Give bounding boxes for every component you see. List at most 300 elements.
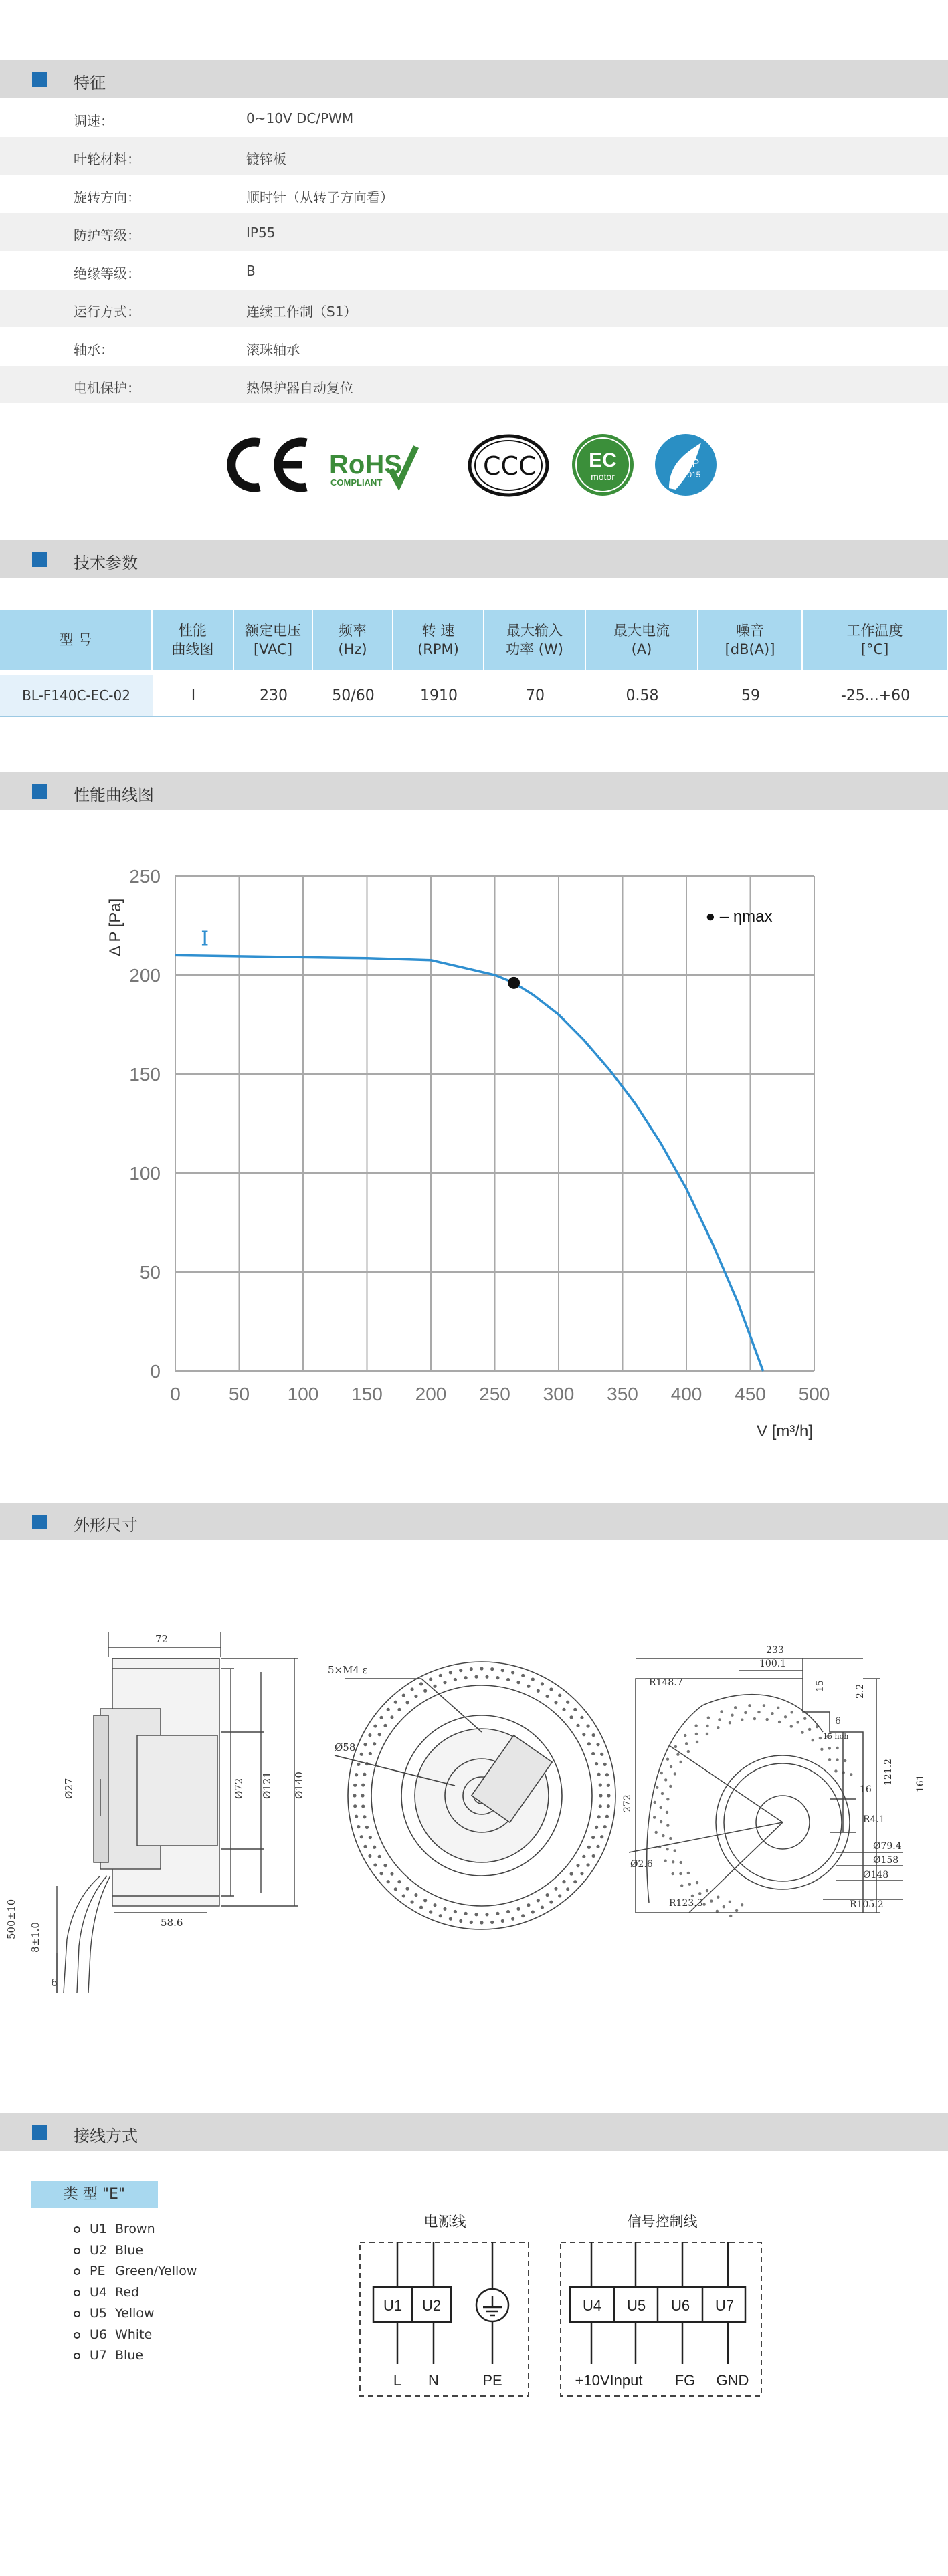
section-header-wiring xyxy=(0,2113,948,2151)
wire-list-item xyxy=(74,2285,197,2306)
perforation-dot xyxy=(379,1872,383,1875)
perforation-dot xyxy=(748,1704,751,1707)
svg-text:100.1: 100.1 xyxy=(759,1658,787,1669)
perforation-dot xyxy=(674,1745,677,1748)
svg-text:U5: U5 xyxy=(626,2297,646,2314)
wire-list-item xyxy=(74,2264,197,2285)
section-title: 外形尺寸 xyxy=(74,1516,138,1535)
perforation-dot xyxy=(735,1909,738,1912)
specs-header-cell xyxy=(234,610,313,670)
svg-text:15: 15 xyxy=(815,1680,826,1692)
svg-text:121.2: 121.2 xyxy=(883,1758,894,1786)
perforation-dot xyxy=(545,1893,549,1897)
perforation-dot xyxy=(353,1804,357,1808)
perforation-dot xyxy=(549,1900,553,1903)
perforation-dot xyxy=(419,1682,423,1685)
perforation-dot xyxy=(355,1773,358,1776)
perforation-dot xyxy=(537,1899,540,1902)
perforation-dot xyxy=(360,1753,363,1756)
wire-code: U6 xyxy=(90,2327,107,2342)
specs-value-cell: -25...+60 xyxy=(840,687,911,704)
chart-x-tick-label: 200 xyxy=(415,1384,447,1404)
perforation-dot xyxy=(459,1669,462,1672)
chart-x-tick-label: 350 xyxy=(607,1384,638,1404)
perforation-dot xyxy=(771,1712,773,1715)
perforation-dot xyxy=(820,1748,823,1751)
perforation-dot xyxy=(753,1717,756,1720)
perforation-dot xyxy=(702,1903,705,1906)
chart-x-tick-label: 300 xyxy=(543,1384,575,1404)
chart-y-tick-label: 200 xyxy=(129,965,161,986)
feature-value: 滚珠轴承 xyxy=(246,342,300,358)
perforation-dot xyxy=(423,1689,427,1693)
perforation-dot xyxy=(729,1915,732,1917)
specs-header-text: 最大输入 xyxy=(506,623,563,639)
perforation-dot xyxy=(684,1734,686,1737)
specs-header-cell xyxy=(393,610,484,670)
perforation-dot xyxy=(527,1685,530,1688)
perforation-dot xyxy=(537,1689,540,1693)
svg-text:Ø27: Ø27 xyxy=(63,1778,75,1799)
chart-series-line xyxy=(175,955,763,1371)
perforation-dot xyxy=(597,1815,601,1818)
perforation-dot xyxy=(741,1719,743,1721)
perforation-dot xyxy=(390,1715,393,1719)
perforation-dot xyxy=(394,1887,397,1891)
perforation-dot xyxy=(363,1773,366,1776)
perforation-dot xyxy=(596,1845,599,1848)
perforation-dot xyxy=(664,1859,666,1862)
perforation-dot xyxy=(373,1724,377,1727)
perforation-dot xyxy=(784,1715,787,1718)
section-square-icon xyxy=(32,1515,47,1529)
specs-header-text: (A) xyxy=(631,641,652,657)
perforation-dot xyxy=(443,1907,446,1911)
perforation-dot xyxy=(405,1701,409,1704)
perforation-dot xyxy=(496,1676,499,1679)
wire-color-list xyxy=(74,2222,197,2369)
svg-text:Ø2.6: Ø2.6 xyxy=(630,1859,653,1870)
perforation-dot xyxy=(691,1895,694,1897)
perforation-dot xyxy=(402,1894,405,1897)
perforation-dot xyxy=(470,1667,473,1671)
perforation-dot xyxy=(527,1903,530,1907)
perforation-dot xyxy=(470,1921,473,1924)
perforation-dot xyxy=(587,1742,591,1745)
perforation-dot xyxy=(669,1837,672,1840)
chart-y-axis-label: Δ P [Pa] xyxy=(106,898,124,956)
wire-code: U4 xyxy=(90,2284,107,2300)
perforation-dot xyxy=(516,1907,520,1911)
chart-x-axis-label: V [m³/h] xyxy=(757,1422,814,1440)
wiring-type-label: 类 型 "E" xyxy=(31,2181,158,2208)
perforation-dot xyxy=(363,1815,366,1818)
chart-x-tick-label: 400 xyxy=(670,1384,702,1404)
perforation-dot xyxy=(765,1718,768,1721)
feature-value: 热保护器自动复位 xyxy=(246,380,353,396)
perforation-dot xyxy=(674,1772,676,1775)
perforation-dot xyxy=(653,1816,656,1818)
perforation-dot xyxy=(710,1899,713,1902)
perforation-dot xyxy=(729,1721,731,1724)
perforation-dot xyxy=(531,1910,535,1913)
perforation-dot xyxy=(490,1667,494,1671)
chart-y-tick-label: 100 xyxy=(129,1163,161,1184)
svg-text:Ø79.4: Ø79.4 xyxy=(873,1841,902,1852)
svg-text:U2: U2 xyxy=(421,2297,442,2314)
feature-row xyxy=(0,251,948,289)
feature-row xyxy=(0,213,948,251)
bullet-icon xyxy=(74,2332,80,2339)
perforation-dot xyxy=(355,1815,358,1818)
perforation-dot xyxy=(836,1747,838,1749)
perforation-dot xyxy=(511,1917,514,1921)
svg-text:Ø121: Ø121 xyxy=(261,1772,273,1799)
perforation-dot xyxy=(671,1872,674,1875)
specs-header-text: (Hz) xyxy=(338,641,367,657)
specs-header-cell xyxy=(586,610,698,670)
svg-text:U6: U6 xyxy=(670,2297,690,2314)
specs-header-text: 工作温度 xyxy=(846,623,903,639)
perforation-dot xyxy=(361,1783,365,1786)
perforation-dot xyxy=(566,1887,569,1891)
perforation-dot xyxy=(595,1826,598,1829)
specs-value-cell: Ⅰ xyxy=(191,687,196,704)
perforation-dot xyxy=(718,1718,721,1721)
perforation-dot xyxy=(591,1836,595,1839)
chart-curve-label: Ⅰ xyxy=(201,927,209,951)
bullet-icon xyxy=(74,2311,80,2317)
perforation-dot xyxy=(694,1724,697,1727)
chart-y-tick-label: 150 xyxy=(129,1064,161,1085)
perforation-dot xyxy=(353,1784,357,1787)
perforation-dot xyxy=(717,1726,719,1729)
perforation-dot xyxy=(706,1733,708,1735)
perforation-dot xyxy=(363,1845,367,1848)
perforation-dot xyxy=(734,1706,737,1709)
specs-header-text: 曲线图 xyxy=(171,641,214,657)
section-title: 特征 xyxy=(74,74,106,92)
ec-motor-logo-icon xyxy=(566,428,640,502)
specs-value-cell: 0.58 xyxy=(626,687,659,704)
feature-value: B xyxy=(246,263,256,279)
perforation-dot xyxy=(597,1773,601,1776)
perforation-dot xyxy=(582,1733,585,1736)
perforation-dot xyxy=(569,1715,573,1719)
feature-key: 轴承： xyxy=(74,342,114,358)
svg-text:电源线: 电源线 xyxy=(423,2214,466,2230)
perforation-dot xyxy=(464,1912,468,1915)
perforation-dot xyxy=(573,1708,577,1711)
perforation-dot xyxy=(558,1693,561,1697)
perforation-dot xyxy=(449,1917,452,1921)
specs-header-cell xyxy=(698,610,803,670)
perforation-dot xyxy=(357,1825,360,1828)
perforation-dot xyxy=(387,1708,390,1711)
specs-header-cell xyxy=(313,610,393,670)
perforation-dot xyxy=(707,1716,710,1719)
chart-y-tick-label: 250 xyxy=(129,866,161,887)
perforation-dot xyxy=(368,1854,371,1858)
wire-list-item xyxy=(74,2306,197,2327)
perforation-dot xyxy=(449,1671,452,1674)
svg-text:272: 272 xyxy=(622,1794,633,1812)
svg-text:L: L xyxy=(393,2372,402,2389)
perforation-dot xyxy=(586,1863,589,1866)
perforation-dot xyxy=(474,1913,478,1916)
perforation-dot xyxy=(587,1846,591,1849)
perforation-dot xyxy=(605,1815,609,1818)
perforation-dot xyxy=(706,1725,708,1727)
perforation-dot xyxy=(394,1701,397,1704)
chart-legend: ● – ηmax xyxy=(705,907,773,926)
certification-logos xyxy=(227,428,723,502)
perforation-dot xyxy=(706,1889,708,1892)
specs-header-text: [VAC] xyxy=(253,641,293,657)
feature-value: 连续工作制（S1） xyxy=(246,304,357,320)
perforation-dot xyxy=(654,1831,657,1834)
specs-header-text: 转 速 xyxy=(421,623,455,639)
perforation-dot xyxy=(836,1758,838,1761)
feature-row xyxy=(0,99,948,136)
perforation-dot xyxy=(670,1765,672,1768)
perforation-dot xyxy=(433,1903,436,1907)
section-square-icon xyxy=(32,2125,47,2140)
perforation-dot xyxy=(562,1708,565,1711)
chart-x-tick-label: 250 xyxy=(479,1384,510,1404)
perforation-dot xyxy=(506,1678,510,1681)
perforation-dot xyxy=(660,1772,662,1774)
svg-text:16: 16 xyxy=(860,1784,872,1795)
perforation-dot xyxy=(373,1863,377,1866)
svg-text:U7: U7 xyxy=(715,2297,735,2314)
perforation-dot xyxy=(596,1743,599,1746)
perforation-dot xyxy=(696,1881,698,1884)
perforation-dot xyxy=(464,1676,468,1679)
perforation-dot xyxy=(812,1739,814,1741)
chart-x-tick-label: 450 xyxy=(735,1384,766,1404)
bullet-icon xyxy=(74,2290,80,2296)
perforation-dot xyxy=(796,1721,799,1723)
bullet-icon xyxy=(74,2268,80,2275)
wire-color: Red xyxy=(115,2284,140,2300)
perforation-dot xyxy=(828,1747,831,1749)
feature-key: 运行方式： xyxy=(74,304,140,320)
perforation-dot xyxy=(378,1855,381,1858)
wire-list-item xyxy=(74,2327,197,2349)
perforation-dot xyxy=(662,1834,664,1837)
perforation-dot xyxy=(599,1794,602,1797)
perforation-dot xyxy=(433,1685,436,1688)
perforation-dot xyxy=(368,1733,371,1737)
perforation-dot xyxy=(511,1671,514,1674)
svg-text:CCC: CCC xyxy=(483,451,537,481)
feature-key: 调速： xyxy=(74,113,114,129)
perforation-dot xyxy=(569,1872,573,1876)
feature-value: 镀锌板 xyxy=(246,151,286,167)
perforation-dot xyxy=(410,1687,413,1691)
perforation-dot xyxy=(566,1701,569,1704)
perforation-dot xyxy=(801,1731,803,1733)
perforation-dot xyxy=(603,1825,607,1828)
perforation-dot xyxy=(600,1835,603,1838)
perforation-dot xyxy=(607,1784,610,1787)
svg-text:5×M4 ε: 5×M4 ε xyxy=(328,1664,368,1676)
perforation-dot xyxy=(554,1887,557,1891)
section-square-icon xyxy=(32,552,47,567)
perforation-dot xyxy=(373,1846,376,1849)
perforation-dot xyxy=(672,1860,674,1863)
perforation-dot xyxy=(685,1742,688,1745)
chart-x-tick-label: 500 xyxy=(798,1384,830,1404)
svg-text:72: 72 xyxy=(155,1633,169,1645)
svg-text:6: 6 xyxy=(51,1977,58,1989)
wire-color: White xyxy=(115,2327,153,2342)
perforation-dot xyxy=(454,1910,457,1913)
perforation-dot xyxy=(439,1914,442,1917)
perforation-dot xyxy=(695,1733,698,1735)
svg-text:R123.3: R123.3 xyxy=(669,1898,703,1909)
perforation-dot xyxy=(680,1861,682,1864)
feature-key: 旋转方向： xyxy=(74,189,140,205)
perforation-dot xyxy=(653,1801,656,1804)
feature-value: 顺时针（从转子方向看） xyxy=(246,189,393,205)
svg-text:R105.2: R105.2 xyxy=(850,1899,884,1910)
perforation-dot xyxy=(687,1872,690,1874)
perforation-dot xyxy=(580,1716,583,1719)
perforation-dot xyxy=(390,1872,393,1876)
feature-key: 叶轮材料： xyxy=(74,151,140,167)
section-title: 接线方式 xyxy=(74,2127,138,2145)
perforation-dot xyxy=(485,1675,488,1679)
perforation-dot xyxy=(365,1826,369,1829)
chart-eta-max-point xyxy=(508,977,520,989)
perforation-dot xyxy=(790,1725,793,1727)
front-view-drawing xyxy=(321,1632,629,1946)
perforation-dot xyxy=(778,1721,781,1723)
perforation-dot xyxy=(828,1758,831,1761)
svg-text:161: 161 xyxy=(915,1774,926,1792)
wire-color: Yellow xyxy=(115,2306,155,2321)
perforation-dot xyxy=(397,1708,401,1711)
svg-text:500±10: 500±10 xyxy=(5,1899,17,1939)
svg-text:58.6: 58.6 xyxy=(161,1917,183,1929)
chart-x-tick-label: 150 xyxy=(351,1384,383,1404)
perforation-dot xyxy=(661,1792,664,1795)
perforation-dot xyxy=(844,1759,846,1762)
perforation-dot xyxy=(607,1804,610,1808)
svg-text:R148.7: R148.7 xyxy=(649,1677,683,1688)
wire-code: U5 xyxy=(90,2306,107,2321)
specs-header-text: [dB(A)] xyxy=(725,641,775,657)
perforation-dot xyxy=(414,1695,417,1698)
svg-text:U1: U1 xyxy=(383,2297,403,2314)
perforation-dot xyxy=(531,1677,535,1681)
svg-text:Ø140: Ø140 xyxy=(293,1772,305,1799)
svg-text:PE: PE xyxy=(482,2372,502,2389)
perforation-dot xyxy=(664,1778,667,1781)
svg-text:15 hoh: 15 hoh xyxy=(823,1732,849,1741)
perforation-dot xyxy=(666,1811,668,1814)
perforation-dot xyxy=(480,1921,483,1924)
perforation-dot xyxy=(595,1762,598,1765)
perforation-dot xyxy=(501,1669,504,1672)
perforation-dot xyxy=(803,1717,806,1720)
perforation-dot xyxy=(554,1701,557,1704)
perforation-dot xyxy=(485,1913,488,1916)
perforation-dot xyxy=(541,1906,544,1909)
perforation-dot xyxy=(573,1880,577,1883)
wire-code: U7 xyxy=(90,2348,107,2363)
perforation-dot xyxy=(744,1711,747,1714)
wire-list-item xyxy=(74,2348,197,2369)
perforation-dot xyxy=(363,1743,367,1746)
perforation-dot xyxy=(666,1758,669,1761)
perforation-dot xyxy=(698,1892,701,1895)
perforation-dot xyxy=(378,1733,381,1736)
section-header-features xyxy=(0,60,948,98)
svg-text:233: 233 xyxy=(766,1645,784,1656)
perforation-dot xyxy=(777,1707,779,1709)
perforation-dot xyxy=(607,1794,610,1797)
wire-code: U1 xyxy=(90,2222,107,2236)
erp-2015-logo-icon xyxy=(649,428,723,502)
chart-x-tick-label: 50 xyxy=(228,1384,250,1404)
perforation-dot xyxy=(791,1711,793,1713)
perforation-dot xyxy=(679,1872,682,1875)
perforation-dot xyxy=(680,1761,682,1763)
wire-color: Green/Yellow xyxy=(115,2264,197,2278)
perforation-dot xyxy=(599,1783,602,1786)
perforation-dot xyxy=(723,1905,725,1908)
perforation-dot xyxy=(720,1710,723,1713)
perforation-dot xyxy=(369,1752,372,1755)
perforation-dot xyxy=(516,1681,520,1684)
perforation-dot xyxy=(717,1895,719,1898)
perforation-dot xyxy=(383,1724,387,1727)
svg-text:Ø158: Ø158 xyxy=(873,1855,899,1866)
perforation-dot xyxy=(819,1737,822,1739)
perforation-dot xyxy=(361,1794,364,1797)
feature-row xyxy=(0,328,948,365)
section-title: 性能曲线图 xyxy=(74,786,154,804)
svg-text:N: N xyxy=(428,2372,439,2389)
perforation-dot xyxy=(600,1753,603,1756)
perforation-dot xyxy=(842,1771,845,1774)
specs-header-text: (RPM) xyxy=(417,641,459,657)
specs-header-text: 频率 xyxy=(339,623,367,639)
power-wiring-diagram xyxy=(355,2210,535,2404)
wire-list-item xyxy=(74,2243,197,2264)
specs-header-text: 最大电流 xyxy=(613,623,670,639)
perforation-dot xyxy=(666,1824,669,1827)
perforation-dot xyxy=(592,1854,595,1858)
feature-row xyxy=(0,175,948,213)
feature-key: 防护等级： xyxy=(74,227,140,243)
svg-text:U4: U4 xyxy=(582,2297,602,2314)
specs-header-text: 性能 xyxy=(179,623,207,639)
specs-header-cell xyxy=(153,610,234,670)
section-header-dimensions xyxy=(0,1503,948,1540)
perforation-dot xyxy=(656,1786,658,1788)
perforation-dot xyxy=(379,1716,383,1719)
perforation-dot xyxy=(808,1728,811,1731)
performance-curve-chart xyxy=(94,856,856,1458)
perforation-dot xyxy=(582,1855,585,1858)
feature-key: 绝缘等级： xyxy=(74,265,140,282)
perforation-dot xyxy=(545,1695,549,1698)
perforation-dot xyxy=(357,1763,360,1766)
